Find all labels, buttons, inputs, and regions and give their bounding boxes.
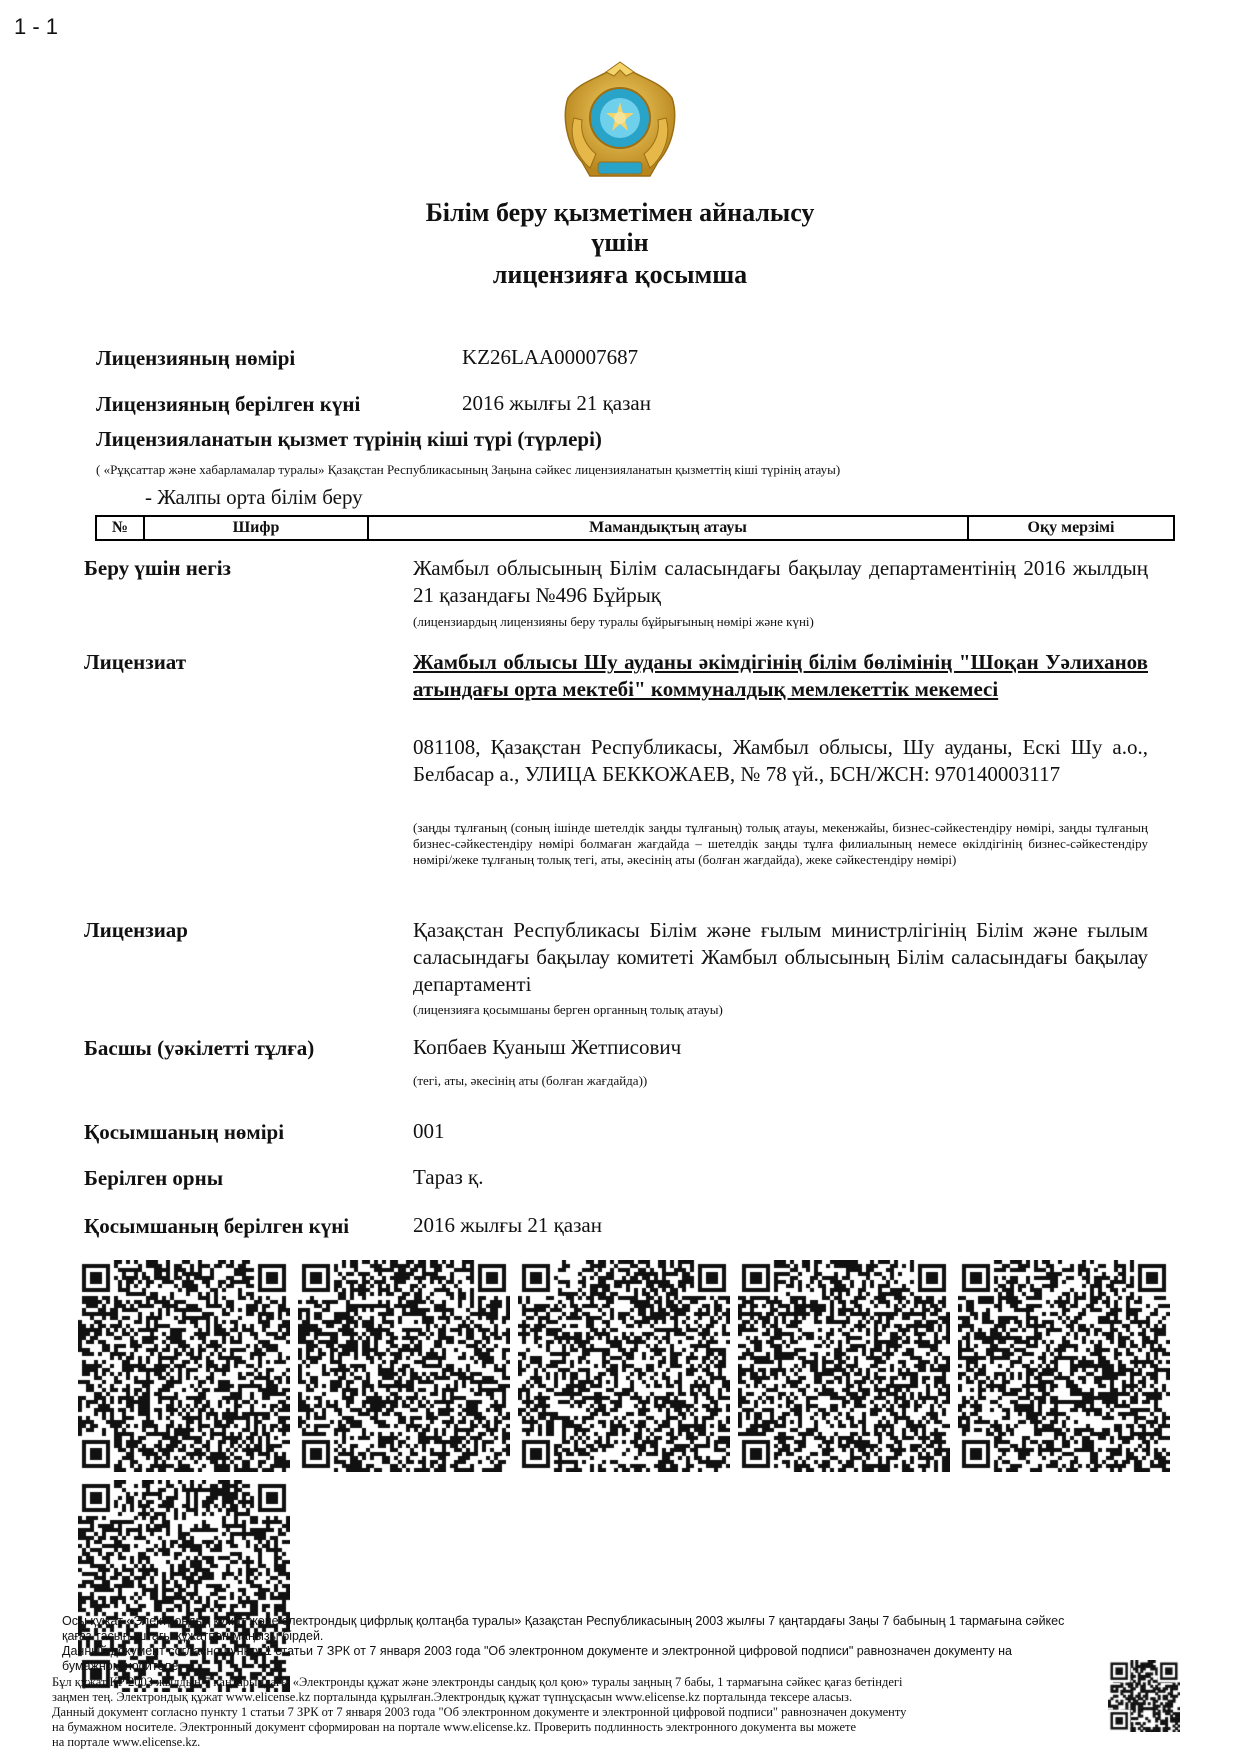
footer-top (62, 1614, 1152, 1674)
place-label: Берілген орны (84, 1166, 224, 1190)
licensor-value: Қазақстан Республикасы Білім және ғылым министрлігінің Білім және ғылым саласындағы бақылау комитеті Жамбыл облысының Білім саласындағы бақылау департаменті (413, 918, 1148, 996)
appendix-number-label: Қосымшаның нөмірі (84, 1120, 285, 1144)
appendix-number-value: 001 (413, 1119, 445, 1143)
title-line-1: Білім беру қызметімен айналысу (425, 198, 815, 227)
qr-code-icon (738, 1260, 950, 1472)
qr-code-icon (958, 1260, 1170, 1472)
place-value: Тараз қ. (413, 1165, 484, 1189)
specialty-table (95, 515, 1175, 541)
subtype-note: ( «Рұқсаттар және хабарламалар туралы» Қазақстан Республикасының Заңына сәйкес лицензияланатын қызметтің кіші түрінің атауы) (96, 462, 841, 477)
licensor-label: Лицензиар (84, 918, 188, 942)
col-number-header: № (96, 516, 144, 540)
licensee-address: 081108, Қазақстан Республикасы, Жамбыл облысы, Шу ауданы, Ескі Шу а.о., Белбасар а., УЛИЦА БЕККОЖАЕВ, № 78 үй., БСН/ЖСН: 970140003117 (413, 735, 1148, 786)
footer-bottom-line: на бумажном носителе. Электронный документ сформирован на портале www.elicense.kz. Проверить подлинность электронного документа вы можете (52, 1720, 857, 1734)
licensee-label: Лицензиат (84, 650, 187, 674)
title-line-2: үшін (591, 228, 649, 257)
col-code-header: Шифр (144, 516, 368, 540)
footer-bottom (52, 1675, 1092, 1750)
qr-code-icon (298, 1260, 510, 1472)
footer-top-line: қағаз тасығыштағы құжатпен маңызы бірдей. (62, 1629, 324, 1643)
head-note: (тегі, аты, әкесінің аты (болған жағдайда)) (413, 1073, 648, 1088)
basis-value: Жамбыл облысының Білім саласындағы бақылау департаментінің 2016 жылдың 21 қазандағы №496 Бұйрық (413, 556, 1148, 607)
state-emblem-icon (560, 58, 680, 188)
appendix-date-value: 2016 жылғы 21 қазан (413, 1213, 602, 1237)
basis-note: (лицензиардың лицензияны беру туралы бұйрығының нөмірі және күні) (413, 614, 814, 629)
qr-code-icon (78, 1260, 290, 1472)
col-specialty-header: Мамандықтың атауы (368, 516, 968, 540)
footer-bottom-line: Бұл құжат ҚР 2003 жылдың 7 қаңтарындағы «Электронды құжат және электронды сандық қол қою» туралы заңның 7 бабы, 1 тармағына сәйкес қағаз бетіндегі (52, 1675, 903, 1689)
footer-top-line: Данный документ согласно пункту 1 статьи 7 ЗРК от 7 января 2003 года "Об электронном документе и электронной цифровой подписи" равнозначен документу на (62, 1644, 1012, 1658)
license-number-label: Лицензияның нөмірі (96, 346, 296, 370)
basis-label: Беру үшін негіз (84, 556, 231, 580)
qr-code-icon (518, 1260, 730, 1472)
footer-top-line: Осы құжат «Электрондық құжат және электрондық цифрлық қолтаңба туралы» Қазақстан Республикасының 2003 жылғы 7 қаңтардағы Заңы 7 бабының 1 тармағына сәйкес (62, 1614, 1065, 1628)
subtype-label: Лицензияланатын қызмет түрінің кіші түрі (түрлері) (96, 427, 602, 451)
licensee-note: (заңды тұлғаның (соның ішінде шетелдік заңды тұлғаның) толық атауы, мекенжайы, бизнес-сәйкестендіру нөмірі, заңды тұлғаның бизнес-сәйкестендіру нөмірі болмаған жағдайда – шетелдік заңды тұлға филиалының немесе өкілдігінің бизнес-сәйкестендіру нөмірі/жеке тұлғаның толық тегі, аты, әкесінің аты (болған жағдайда), жеке сәйкестендіру нөмірі) (413, 820, 1148, 867)
table-header-row (96, 516, 1174, 540)
footer-bottom-line: заңмен тең. Электрондық құжат www.elicense.kz порталында құрылған.Электрондық құжат түпнұсқасын www.elicense.kz порталында тексере аласыз. (52, 1690, 853, 1704)
license-date-value: 2016 жылғы 21 қазан (462, 391, 651, 415)
page-number: 1 - 1 (14, 14, 59, 39)
licensee-name: Жамбыл облысы Шу ауданы әкімдігінің білім бөлімінің "Шоқан Уәлиханов атындағы орта мектебі" коммуналдық мемлекеттік мекемесі (413, 650, 1148, 701)
subtype-value: - Жалпы орта білім беру (145, 485, 363, 509)
license-date-label: Лицензияның берілген күні (96, 392, 361, 416)
license-number-value: KZ26LAA00007687 (462, 345, 639, 369)
head-value: Копбаев Куаныш Жетписович (413, 1035, 682, 1059)
col-duration-header: Оқу мерзімі (968, 516, 1174, 540)
title-line-3: лицензияға қосымша (492, 260, 748, 289)
footer-bottom-line: на портале www.elicense.kz. (52, 1735, 201, 1749)
footer-top-line: бумажном носителе. (62, 1659, 182, 1673)
licensor-note: (лицензияға қосымшаны берген органның толық атауы) (413, 1002, 723, 1017)
head-label: Басшы (уәкілетті тұлға) (84, 1036, 315, 1060)
footer-bottom-line: Данный документ согласно пункту 1 статьи 7 ЗРК от 7 января 2003 года "Об электронном документе и электронной цифровой подписи" равнозначен документу (52, 1705, 907, 1719)
appendix-date-label: Қосымшаның берілген күні (84, 1214, 350, 1238)
